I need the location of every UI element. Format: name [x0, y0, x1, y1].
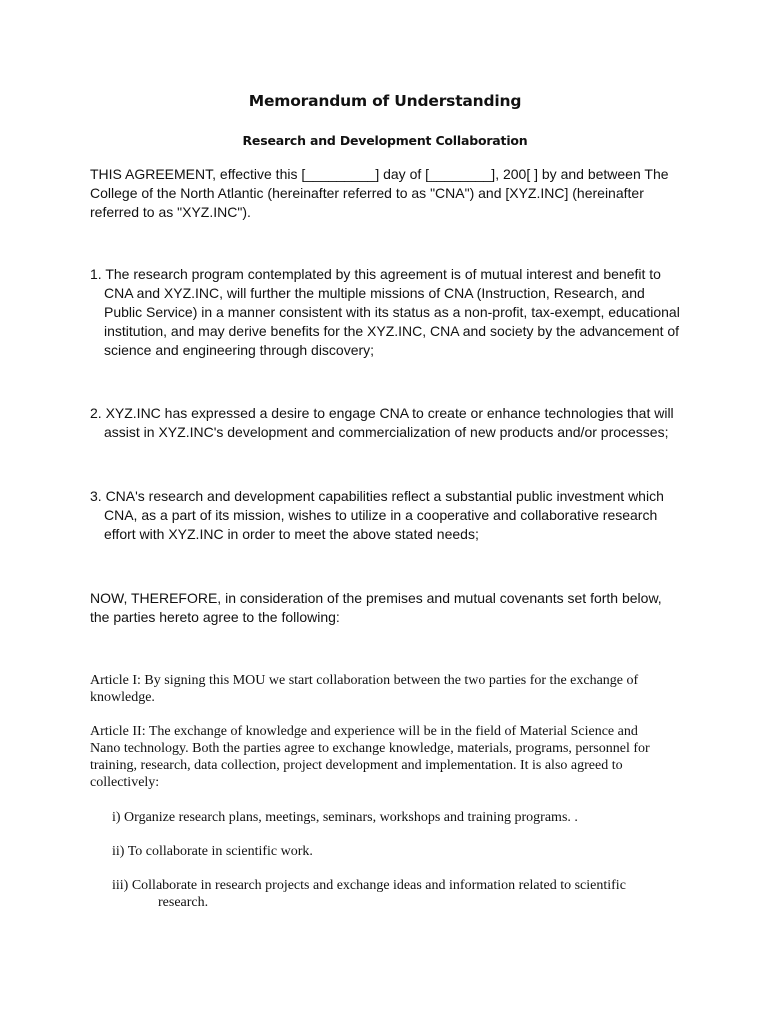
article-line: Nano technology. Both the parties agree to exchange knowledge, materials, programs, personnel for: [90, 741, 650, 756]
clause-2: [90, 404, 690, 442]
clause-line: 3. CNA's research and development capabilities reflect a substantial public investment which: [90, 488, 664, 504]
article-1: [90, 672, 690, 706]
article-line: training, research, data collection, project development and implementation. It is also agreed to: [90, 758, 623, 773]
clause-line: 1. The research program contemplated by this agreement is of mutual interest and benefit to: [90, 266, 661, 282]
document-subtitle: Research and Development Collaboration: [242, 133, 528, 148]
clause-1: [90, 265, 690, 360]
document-title: Memorandum of Understanding: [248, 92, 522, 110]
intro-paragraph: [90, 165, 690, 222]
therefore-line: the parties hereto agree to the following:: [90, 609, 340, 625]
clause-line: CNA, as a part of its mission, wishes to utilize in a cooperative and collaborative research: [104, 507, 658, 523]
intro-line: College of the North Atlantic (hereinafter referred to as "CNA") and [XYZ.INC] (hereinafter: [90, 185, 644, 201]
clause-line: science and engineering through discovery;: [104, 342, 375, 358]
list-item-line: ii) To collaborate in scientific work.: [112, 844, 313, 859]
list-item: [112, 877, 692, 911]
intro-line: referred to as "XYZ.INC").: [90, 204, 251, 220]
article-line: collectively:: [90, 775, 160, 790]
list-item-line: i) Organize research plans, meetings, seminars, workshops and training programs. .: [112, 810, 578, 825]
article-line: Article II: The exchange of knowledge and experience will be in the field of Material Science and: [90, 724, 638, 739]
article-line: knowledge.: [90, 690, 155, 705]
therefore-paragraph: [90, 589, 690, 627]
clause-line: Public Service) in a manner consistent with its status as a non-profit, tax-exempt, educational: [104, 304, 680, 320]
article-2: [90, 723, 690, 791]
clause-line: CNA and XYZ.INC, will further the multiple missions of CNA (Instruction, Research, and: [104, 285, 645, 301]
therefore-line: NOW, THEREFORE, in consideration of the premises and mutual covenants set forth below,: [90, 590, 662, 606]
list-item-line: iii) Collaborate in research projects and exchange ideas and information related to scientific: [112, 878, 626, 893]
clause-line: assist in XYZ.INC's development and commercialization of new products and/or processes;: [104, 424, 669, 440]
list-item-line: research.: [158, 895, 209, 910]
article-line: Article I: By signing this MOU we start collaboration between the two parties for the exchange of: [90, 673, 639, 688]
intro-line: THIS AGREEMENT, effective this [_________] day of [________], 200[ ] by and between The: [90, 166, 669, 182]
clause-line: institution, and may derive benefits for the XYZ.INC, CNA and society by the advancement of: [104, 323, 680, 339]
list-item: [112, 809, 692, 826]
clause-line: 2. XYZ.INC has expressed a desire to engage CNA to create or enhance technologies that will: [90, 405, 674, 421]
clause-line: effort with XYZ.INC in order to meet the above stated needs;: [104, 526, 479, 542]
clause-3: [90, 487, 690, 544]
list-item: [112, 843, 692, 860]
